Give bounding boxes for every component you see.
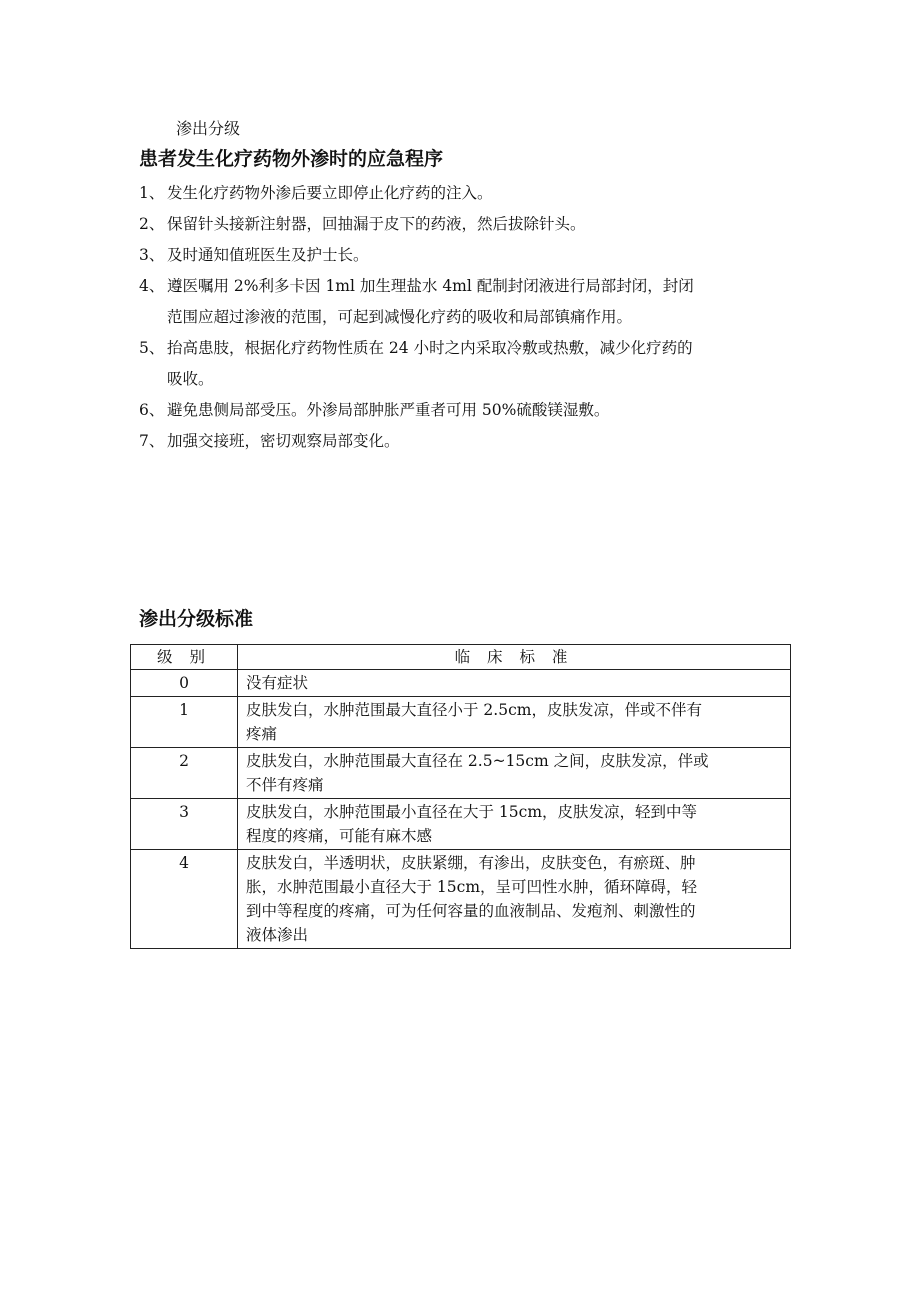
criteria-cell	[238, 670, 791, 697]
criteria-line: 皮肤发白，半透明状，皮肤紧绷，有渗出，皮肤变色，有瘀斑、肿	[246, 854, 696, 872]
grade-cell: 3	[131, 799, 238, 850]
criteria-cell	[238, 850, 791, 949]
step-number: 6、	[139, 401, 165, 419]
criteria-line: 程度的疼痛，可能有麻木感	[246, 827, 433, 845]
step-item	[139, 209, 789, 240]
step-item	[139, 333, 789, 395]
criteria-line: 皮肤发白，水肿范围最大直径在 2.5~15cm 之间，皮肤发凉，伴或	[246, 752, 709, 770]
grade-cell: 0	[131, 670, 238, 697]
step-item	[139, 271, 789, 333]
header-criteria: 临 床 标 准	[238, 645, 791, 670]
step-number: 5、	[139, 339, 165, 357]
table-row	[131, 850, 791, 949]
criteria-cell	[238, 748, 791, 799]
step-text: 避免患侧局部受压。外渗局部肿胀严重者可用 50%硫酸镁湿敷。	[167, 401, 610, 419]
main-title: 患者发生化疗药物外渗时的应急程序	[139, 148, 444, 170]
step-text: 及时通知值班医生及护士长。	[167, 246, 369, 264]
criteria-cell	[238, 697, 791, 748]
table-row	[131, 697, 791, 748]
step-item	[139, 426, 789, 457]
step-item	[139, 240, 789, 271]
step-text-continued: 吸收。	[167, 370, 214, 388]
criteria-line: 胀，水肿范围最小直径大于 15cm，呈可凹性水肿，循环障碍，轻	[246, 878, 698, 896]
step-number: 7、	[139, 432, 165, 450]
criteria-line: 到中等程度的疼痛，可为任何容量的血液制品、发疱剂、刺激性的	[246, 902, 696, 920]
grade-cell: 1	[131, 697, 238, 748]
procedure-steps	[139, 178, 789, 457]
grade-cell: 2	[131, 748, 238, 799]
grading-table	[130, 644, 791, 949]
step-text: 保留针头接新注射器，回抽漏于皮下的药液，然后拔除针头。	[167, 215, 586, 233]
section-title: 渗出分级标准	[139, 608, 254, 630]
table-row	[131, 670, 791, 697]
criteria-line: 皮肤发白，水肿范围最小直径在大于 15cm，皮肤发凉，轻到中等	[246, 803, 698, 821]
step-number: 2、	[139, 215, 165, 233]
criteria-line: 皮肤发白，水肿范围最大直径小于 2.5cm，皮肤发凉，伴或不伴有	[246, 701, 702, 719]
top-heading: 渗出分级	[176, 119, 241, 138]
step-number: 3、	[139, 246, 165, 264]
grade-cell: 4	[131, 850, 238, 949]
step-text-continued: 范围应超过渗液的范围，可起到减慢化疗药的吸收和局部镇痛作用。	[167, 308, 633, 326]
step-text: 发生化疗药物外渗后要立即停止化疗药的注入。	[167, 184, 493, 202]
step-item	[139, 395, 789, 426]
step-text: 抬高患肢，根据化疗药物性质在 24 小时之内采取冷敷或热敷，减少化疗药的	[167, 339, 693, 357]
step-number: 1、	[139, 184, 165, 202]
criteria-line: 疼痛	[246, 725, 278, 743]
header-grade: 级 别	[131, 645, 238, 670]
criteria-line: 不伴有疼痛	[246, 776, 324, 794]
table-row	[131, 799, 791, 850]
step-number: 4、	[139, 277, 165, 295]
table-header-row	[131, 645, 791, 670]
table-row	[131, 748, 791, 799]
criteria-cell	[238, 799, 791, 850]
step-item	[139, 178, 789, 209]
criteria-line: 液体渗出	[246, 926, 309, 944]
step-text: 加强交接班，密切观察局部变化。	[167, 432, 400, 450]
step-text: 遵医嘱用 2%利多卡因 1ml 加生理盐水 4ml 配制封闭液进行局部封闭，封闭	[167, 277, 694, 295]
criteria-line: 没有症状	[246, 674, 309, 692]
